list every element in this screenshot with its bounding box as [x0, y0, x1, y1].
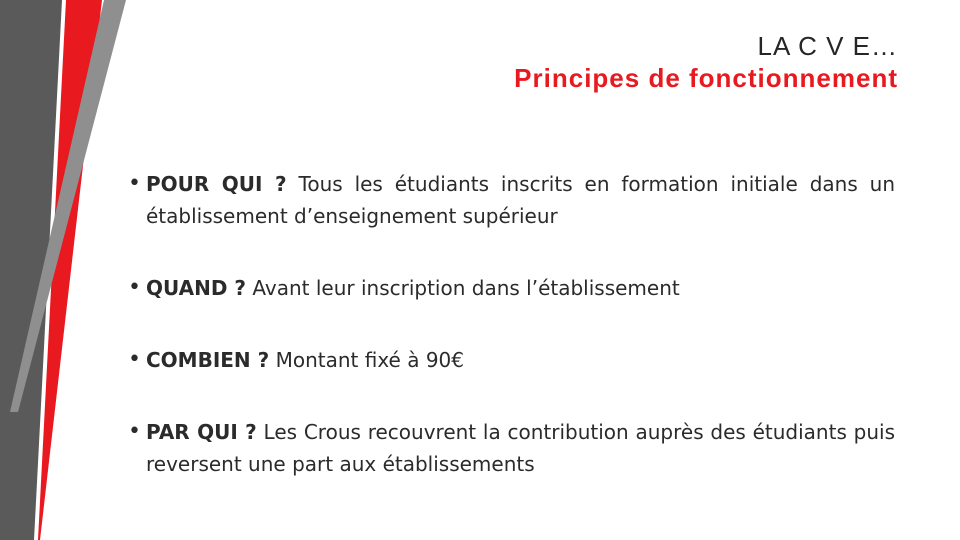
bullet-pour-qui	[128, 168, 895, 232]
bullet-keyword: PAR QUI ?	[146, 420, 257, 444]
bullet-combien	[128, 344, 895, 376]
bullet-text: Montant fixé à 90€	[275, 348, 465, 372]
bullet-keyword: QUAND ?	[146, 276, 247, 300]
bullet-dot-icon: •	[128, 171, 141, 196]
bullet-dot-icon: •	[128, 347, 141, 372]
bullet-list	[128, 168, 895, 480]
bullet-dot-icon: •	[128, 419, 141, 444]
title-subheading: Principes de fonctionnement	[514, 63, 898, 93]
bullet-text: Tous les étudiants inscrits en formation initiale dans un établissement d’enseignement supérieur	[146, 172, 895, 228]
slide-decoration	[0, 0, 140, 540]
bullet-keyword: POUR QUI ?	[146, 172, 287, 196]
title-heading: LA C V E…	[757, 31, 898, 61]
bullet-keyword: COMBIEN ?	[146, 348, 270, 372]
bullet-text: Les Crous recouvrent la contribution auprès des étudiants puis reversent une part aux établissements	[146, 420, 895, 476]
bullet-text: Avant leur inscription dans l’établissement	[252, 276, 680, 300]
bullet-quand	[128, 272, 895, 304]
bullet-par-qui	[128, 416, 895, 480]
bullet-dot-icon: •	[128, 275, 141, 300]
slide-title	[514, 30, 898, 94]
